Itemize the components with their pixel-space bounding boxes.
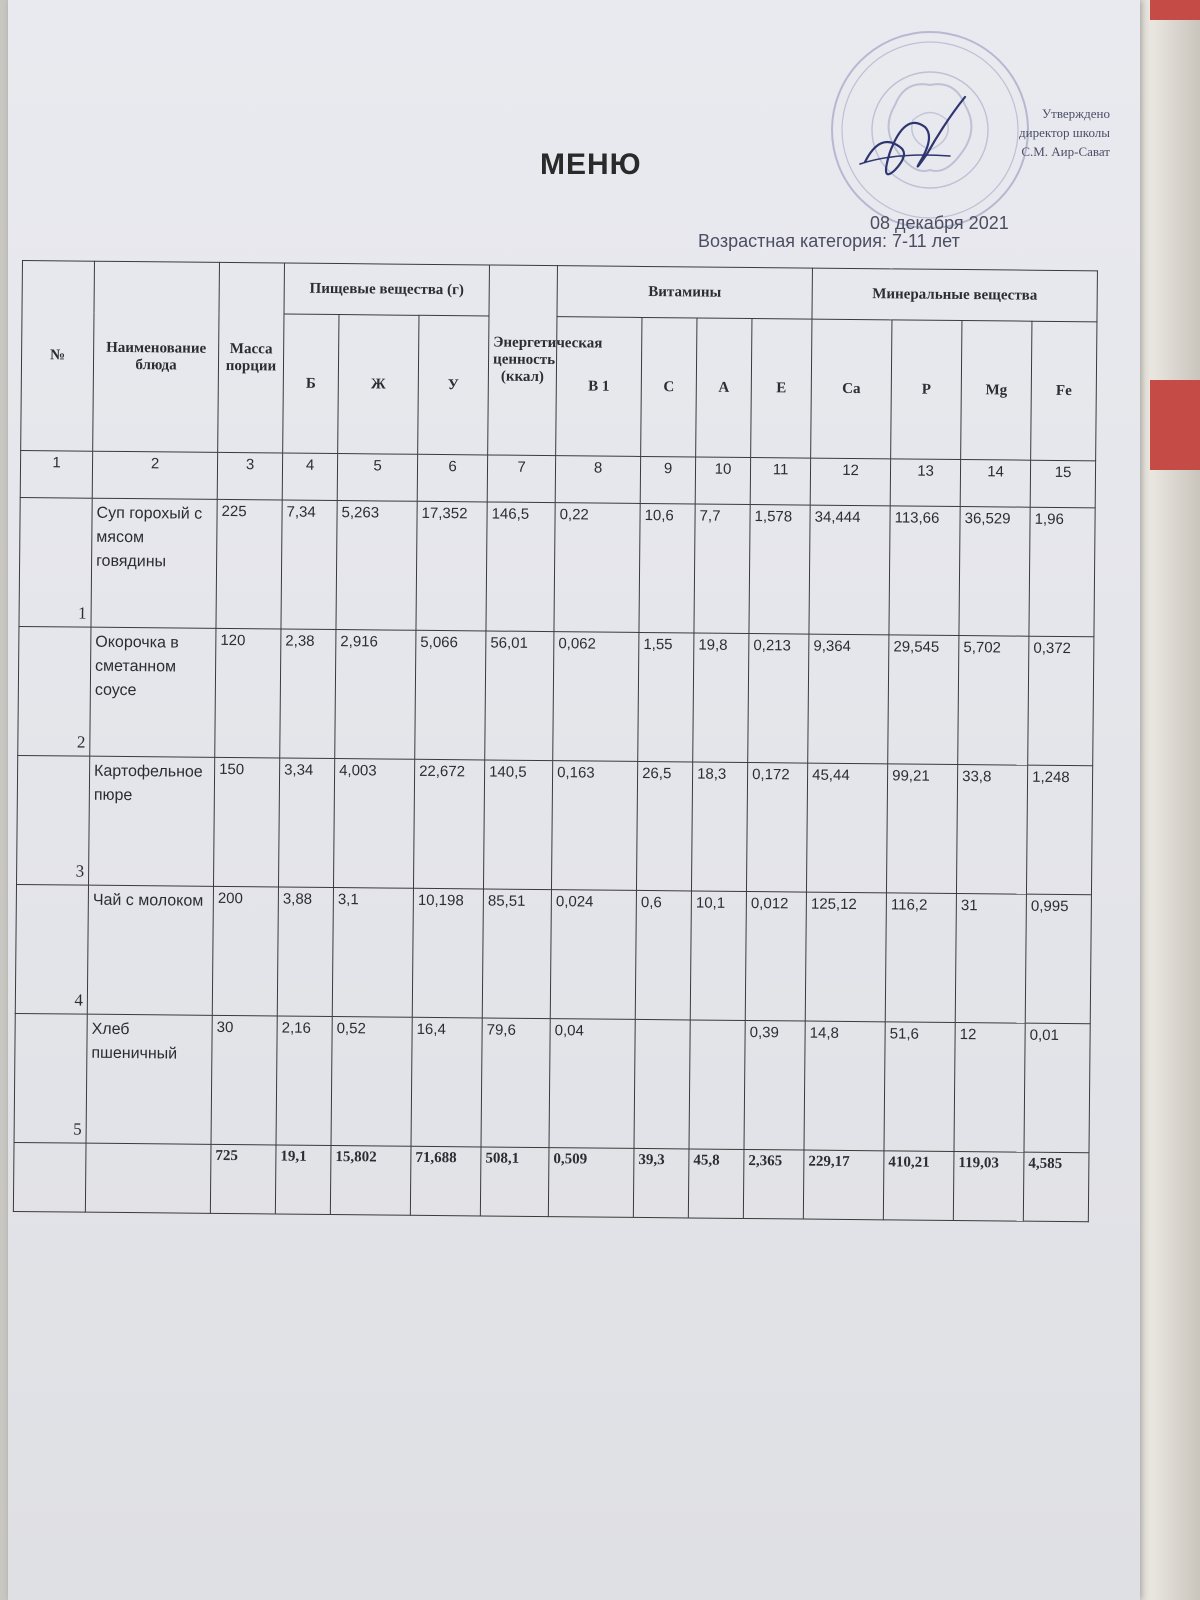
cell-fe: 0,995	[1025, 894, 1091, 1024]
menu-table	[13, 260, 1098, 1222]
cell-protein: 3,34	[278, 758, 334, 888]
dish-name: Картофельное пюре	[89, 756, 215, 886]
column-number: 8	[555, 456, 640, 504]
cell-protein: 7,34	[281, 500, 337, 630]
cell-b1: 0,163	[552, 761, 638, 891]
total-mass: 725	[210, 1144, 276, 1214]
cell-mg: 12	[954, 1022, 1025, 1152]
table-row	[17, 755, 1093, 894]
cell-mass: 120	[215, 628, 281, 758]
background-red-strip-top	[1150, 0, 1200, 20]
column-number: 3	[217, 452, 282, 500]
cell-p: 99,21	[887, 764, 958, 894]
cell-fat: 0,52	[331, 1017, 412, 1147]
cell-ca: 9,364	[808, 634, 889, 764]
subheader-cell: Mg	[961, 321, 1032, 461]
row-number: 5	[14, 1013, 87, 1143]
approval-line: С.М. Аир-Сават	[1021, 144, 1110, 159]
cell-e: 0,213	[748, 633, 809, 763]
cell-p: 116,2	[885, 893, 956, 1023]
cell-mass: 30	[211, 1015, 277, 1145]
cell-a: 7,7	[694, 504, 750, 634]
cell-c: 1,55	[638, 632, 694, 762]
column-number: 4	[282, 453, 337, 501]
cell-c: 10,6	[639, 503, 695, 633]
cell-ca: 34,444	[809, 505, 890, 635]
cell-ca: 14,8	[804, 1021, 885, 1151]
cell-e: 0,39	[744, 1020, 805, 1150]
cell-mg: 5,702	[958, 636, 1029, 766]
subheader-cell: Б	[283, 314, 339, 454]
total-ca: 229,17	[803, 1150, 884, 1220]
subheader-cell: Ca	[811, 319, 892, 459]
subheader-cell: Fe	[1031, 321, 1097, 461]
header-num: №	[21, 261, 95, 452]
table-row	[14, 1013, 1090, 1152]
header-vitamins: Витамины	[557, 266, 813, 319]
total-carbs: 71,688	[410, 1146, 481, 1216]
row-number: 2	[18, 626, 91, 756]
cell-c: 26,5	[637, 761, 693, 891]
cell-b1: 0,22	[554, 503, 640, 633]
dish-name: Окорочка в сметанном соусе	[90, 627, 216, 757]
cell-energy: 79,6	[481, 1018, 550, 1148]
total-protein: 19,1	[275, 1145, 331, 1215]
total-p: 410,21	[883, 1151, 954, 1221]
cell-a: 10,1	[690, 891, 746, 1021]
column-number: 10	[695, 457, 750, 505]
cell-energy: 85,51	[482, 889, 551, 1019]
header-dish: Наименование блюда	[93, 261, 220, 452]
header-energy: Энергетическая ценность (ккал)	[488, 265, 558, 456]
total-fe: 4,585	[1023, 1152, 1089, 1222]
age-category: Возрастная категория: 7-11 лет	[698, 231, 960, 251]
total-a: 45,8	[688, 1149, 744, 1219]
cell-protein: 2,16	[276, 1016, 332, 1146]
row-number: 3	[17, 755, 90, 885]
subheader-cell: У	[418, 315, 489, 455]
subheader-cell: С	[641, 317, 697, 457]
signature-icon	[855, 92, 975, 202]
cell-p: 29,545	[888, 635, 959, 765]
cell-c	[634, 1019, 690, 1149]
total-cell	[13, 1142, 86, 1212]
cell-ca: 125,12	[805, 892, 886, 1022]
cell-b1: 0,024	[550, 890, 636, 1020]
cell-e: 0,172	[747, 762, 808, 892]
column-number: 5	[337, 454, 417, 502]
cell-b1: 0,062	[553, 632, 639, 762]
cell-a: 18,3	[692, 762, 748, 892]
cell-energy: 140,5	[484, 760, 553, 890]
table-row	[18, 626, 1094, 765]
dish-name: Чай с молоком	[87, 885, 213, 1015]
cell-p: 51,6	[884, 1022, 955, 1152]
column-number: 2	[92, 451, 217, 499]
totals-row	[13, 1142, 1089, 1221]
background-red-strip	[1150, 380, 1200, 470]
cell-fe: 1,96	[1029, 507, 1095, 637]
total-cell	[85, 1143, 211, 1213]
cell-a: 19,8	[693, 633, 749, 763]
table-row	[15, 884, 1091, 1023]
column-number: 15	[1030, 460, 1095, 508]
cell-fat: 2,916	[335, 630, 416, 760]
cell-mg: 33,8	[957, 765, 1028, 895]
header-minerals: Минеральные вещества	[812, 268, 1097, 322]
column-number: 11	[750, 458, 810, 506]
subheader-cell: P	[891, 320, 962, 460]
cell-protein: 3,88	[277, 887, 333, 1017]
cell-fe: 0,372	[1028, 636, 1094, 766]
cell-mass: 200	[212, 886, 278, 1016]
subheader-cell: Ж	[338, 315, 419, 455]
row-number: 1	[19, 497, 92, 627]
cell-e: 0,012	[745, 891, 806, 1021]
cell-fe: 0,01	[1024, 1023, 1090, 1153]
total-c: 39,3	[633, 1148, 689, 1218]
cell-mass: 225	[216, 499, 282, 629]
cell-b1: 0,04	[549, 1019, 635, 1149]
column-number: 12	[810, 458, 890, 506]
dish-name: Хлеб пшеничный	[86, 1014, 212, 1144]
total-fat: 15,802	[330, 1146, 411, 1216]
table-row	[19, 497, 1095, 636]
dish-name: Суп горохый с мясом говядины	[91, 498, 217, 628]
table-header-row	[22, 261, 1098, 322]
cell-mg: 36,529	[959, 507, 1030, 637]
approval-block	[960, 104, 1110, 161]
subheader-cell: Е	[751, 319, 812, 459]
header-nutrients: Пищевые вещества (г)	[284, 263, 490, 316]
cell-protein: 2,38	[280, 629, 336, 759]
cell-a	[689, 1020, 745, 1150]
total-b1: 0,509	[548, 1148, 634, 1218]
cell-carbs: 17,352	[416, 501, 487, 631]
cell-fat: 5,263	[336, 501, 417, 631]
column-number: 1	[20, 450, 92, 498]
column-number: 9	[640, 456, 695, 504]
total-energy: 508,1	[480, 1147, 549, 1217]
column-number: 14	[960, 460, 1030, 508]
column-number: 13	[890, 459, 960, 507]
cell-e: 1,578	[749, 505, 810, 635]
approval-line: Утверждено	[1041, 106, 1110, 121]
cell-carbs: 16,4	[411, 1017, 482, 1147]
cell-mg: 31	[955, 894, 1026, 1024]
page-title: МЕНЮ	[540, 148, 642, 181]
total-e: 2,365	[743, 1149, 804, 1219]
cell-ca: 45,44	[807, 763, 888, 893]
subheader-cell: А	[696, 318, 752, 458]
total-mg: 119,03	[953, 1151, 1024, 1221]
cell-fat: 4,003	[333, 759, 414, 889]
cell-p: 113,66	[889, 506, 960, 636]
cell-carbs: 22,672	[413, 759, 484, 889]
cell-fe: 1,248	[1027, 765, 1093, 895]
approval-line: директор школы	[1019, 125, 1110, 140]
cell-energy: 146,5	[486, 502, 555, 632]
cell-carbs: 10,198	[412, 888, 483, 1018]
menu-date: 08 декабря 2021	[870, 213, 1009, 233]
header-mass: Масса порции	[218, 262, 285, 453]
cell-energy: 56,01	[485, 631, 554, 761]
cell-fat: 3,1	[332, 888, 413, 1018]
cell-mass: 150	[213, 757, 279, 887]
row-number: 4	[15, 884, 88, 1014]
column-number: 6	[417, 454, 487, 502]
cell-carbs: 5,066	[415, 630, 486, 760]
column-number: 7	[487, 455, 555, 503]
subheader-cell: В 1	[556, 317, 642, 457]
cell-c: 0,6	[635, 890, 691, 1020]
